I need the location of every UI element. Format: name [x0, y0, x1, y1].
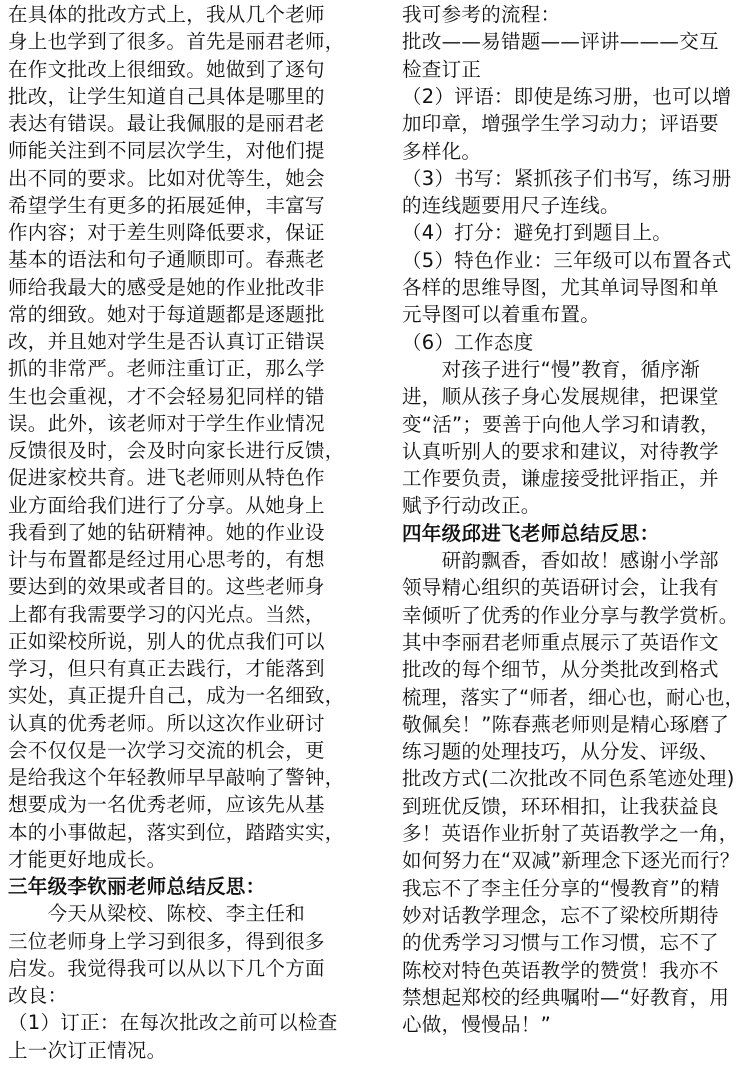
text-line: 研韵飘香，香如故！感谢小学部 [402, 549, 719, 572]
text-line: 如何努力在“双减”新理念下逐光而行？ [402, 849, 740, 873]
text-line: 启发。我觉得我可以从以下几个方面 [8, 956, 325, 980]
text-line: 变“活”；要善于向他人学习和请教， [402, 412, 720, 436]
text-line: 其中李丽君老师重点展示了英语作文 [402, 630, 719, 654]
text-line: （4）打分：避免打到题目上。 [402, 221, 673, 245]
text-line: 的优秀学习习惯与工作习惯，忘不了 [402, 931, 719, 955]
text-line: 批改方式(二次批改不同色系笔迹处理) [402, 767, 735, 791]
text-line: 才能更好地成长。 [8, 847, 167, 871]
text-line: 批改，让学生知道自己具体是哪里的 [8, 84, 325, 108]
text-line: 各样的思维导图，尤其单词导图和单 [402, 276, 719, 299]
text-line: 的连线题要用尺子连线。 [402, 194, 620, 218]
text-line: 本的小事做起，落实到位，踏踏实实， [8, 820, 345, 844]
text-line: 业方面给我们进行了分享。从她身上 [8, 493, 325, 517]
text-line: 领导精心组织的英语研讨会，让我有 [402, 576, 719, 600]
text-line: （6）工作态度 [402, 330, 534, 354]
text-line: 赋予行动改正。 [402, 494, 541, 518]
text-line: 梳理，落实了“师者，细心也，耐心也， [402, 685, 745, 709]
text-line: 认真听别人的要求和建议，对待教学 [402, 439, 719, 463]
text-line: 抓的非常严。老师注重订正，那么学 [8, 357, 325, 381]
text-line: 今天从梁校、陈校、李主任和 [8, 902, 306, 926]
text-line: 正如梁校所说，别人的优点我们可以 [8, 629, 325, 653]
text-line: 反馈很及时，会及时向家长进行反馈， [8, 439, 345, 462]
text-line: 常的细致。她对于每道题都是逐题批 [8, 302, 325, 326]
text-line: 实处，真正提升自己，成为一名细致， [8, 684, 345, 708]
text-line: 改，并且她对学生是否认真订正错误 [8, 330, 325, 353]
text-line: 批改——易错题——评讲———交互 [402, 30, 719, 54]
text-line: 心做，慢慢品！” [402, 1013, 552, 1037]
section-heading: 四年级邱进飞老师总结反思： [402, 521, 660, 545]
text-line: 练习题的处理技巧，从分发、评级、 [402, 740, 719, 764]
text-line: 要达到的效果或者目的。这些老师身 [8, 575, 325, 599]
text-line: （5）特色作业：三年级可以布置各式 [402, 248, 732, 272]
text-line: 检查订正 [402, 57, 482, 81]
text-line: 工作要负责，谦虚接受批评指正，并 [402, 467, 719, 491]
text-line: 基本的语法和句子通顺即可。春燕老 [8, 248, 325, 272]
text-line: 元导图可以着重布置。 [402, 303, 601, 327]
text-line: （2）评语：即使是练习册，也可以增 [402, 84, 732, 108]
text-line: 加印章，增强学生学习动力；评语要 [402, 112, 719, 136]
text-line: 改良： [8, 984, 68, 1007]
text-line: 身上也学到了很多。首先是丽君老师， [8, 30, 345, 54]
text-line: 误。此外，该老师对于学生作业情况 [8, 411, 325, 435]
text-line: 是给我这个年轻教师早早敲响了警钟， [8, 766, 345, 789]
text-line: 对孩子进行“慢”教育，循序渐 [402, 357, 701, 381]
text-line: 促进家校共育。进飞老师则从特色作 [8, 466, 325, 490]
text-line: 学习，但只有真正去践行，才能落到 [8, 657, 325, 680]
text-line: 师能关注到不同层次学生，对他们提 [8, 139, 325, 163]
text-line: 会不仅仅是一次学习交流的机会，更 [8, 738, 325, 762]
text-line: 批改的每个细节，从分类批改到格式 [402, 658, 719, 682]
text-line: 妙对话教学理念，忘不了梁校所期待 [402, 903, 719, 927]
text-line: 计与布置都是经过用心思考的，有想 [8, 548, 325, 571]
section-heading: 三年级李钦丽老师总结反思： [8, 875, 266, 898]
text-line: 多！英语作业折射了英语教学之一角， [402, 822, 739, 845]
text-line: 上都有我需要学习的闪光点。当然， [8, 602, 325, 626]
text-line: 表达有错误。最让我佩服的是丽君老 [8, 112, 325, 135]
text-line: 禁想起郑校的经典嘱咐—“好教育，用 [402, 985, 730, 1009]
text-line: 陈校对特色英语教学的赞赏！我亦不 [402, 958, 719, 982]
text-line: 上一次订正情况。 [8, 1038, 167, 1062]
text-line: 生也会重视，才不会轻易犯同样的错 [8, 384, 325, 408]
text-line: 多样化。 [402, 139, 482, 163]
text-line: 在具体的批改方式上，我从几个老师 [8, 3, 325, 26]
text-line: 出不同的要求。比如对优等生，她会 [8, 166, 325, 190]
text-line: 到班优反馈，环环相扣，让我获益良 [402, 794, 719, 818]
text-line: 作内容；对于差生则降低要求，保证 [8, 221, 325, 244]
text-line: 敬佩矣！”陈春燕老师则是精心琢磨了 [402, 712, 730, 736]
text-line: 我可参考的流程： [402, 3, 561, 26]
text-line: 认真的优秀老师。所以这次作业研讨 [8, 711, 325, 735]
text-line: 我看到了她的钻研精神。她的作业设 [8, 520, 325, 544]
text-line: 师给我最大的感受是她的作业批改非 [8, 275, 325, 299]
text-line: 希望学生有更多的拓展延伸，丰富写 [8, 193, 325, 217]
text-line: 三位老师身上学习到很多，得到很多 [8, 929, 325, 953]
text-line: 在作文批改上很细致。她做到了逐句 [8, 57, 325, 81]
text-line: （1）订正：在每次批改之前可以检查 [8, 1011, 338, 1035]
text-line: 幸倾听了优秀的作业分享与教学赏析。 [402, 603, 739, 627]
text-line: 想要成为一名优秀老师，应该先从基 [8, 793, 325, 817]
text-line: （3）书写：紧抓孩子们书写，练习册 [402, 166, 732, 190]
text-line: 进，顺从孩子身心发展规律，把课堂 [402, 385, 719, 409]
text-line: 我忘不了李主任分享的“慢教育”的精 [402, 876, 720, 900]
